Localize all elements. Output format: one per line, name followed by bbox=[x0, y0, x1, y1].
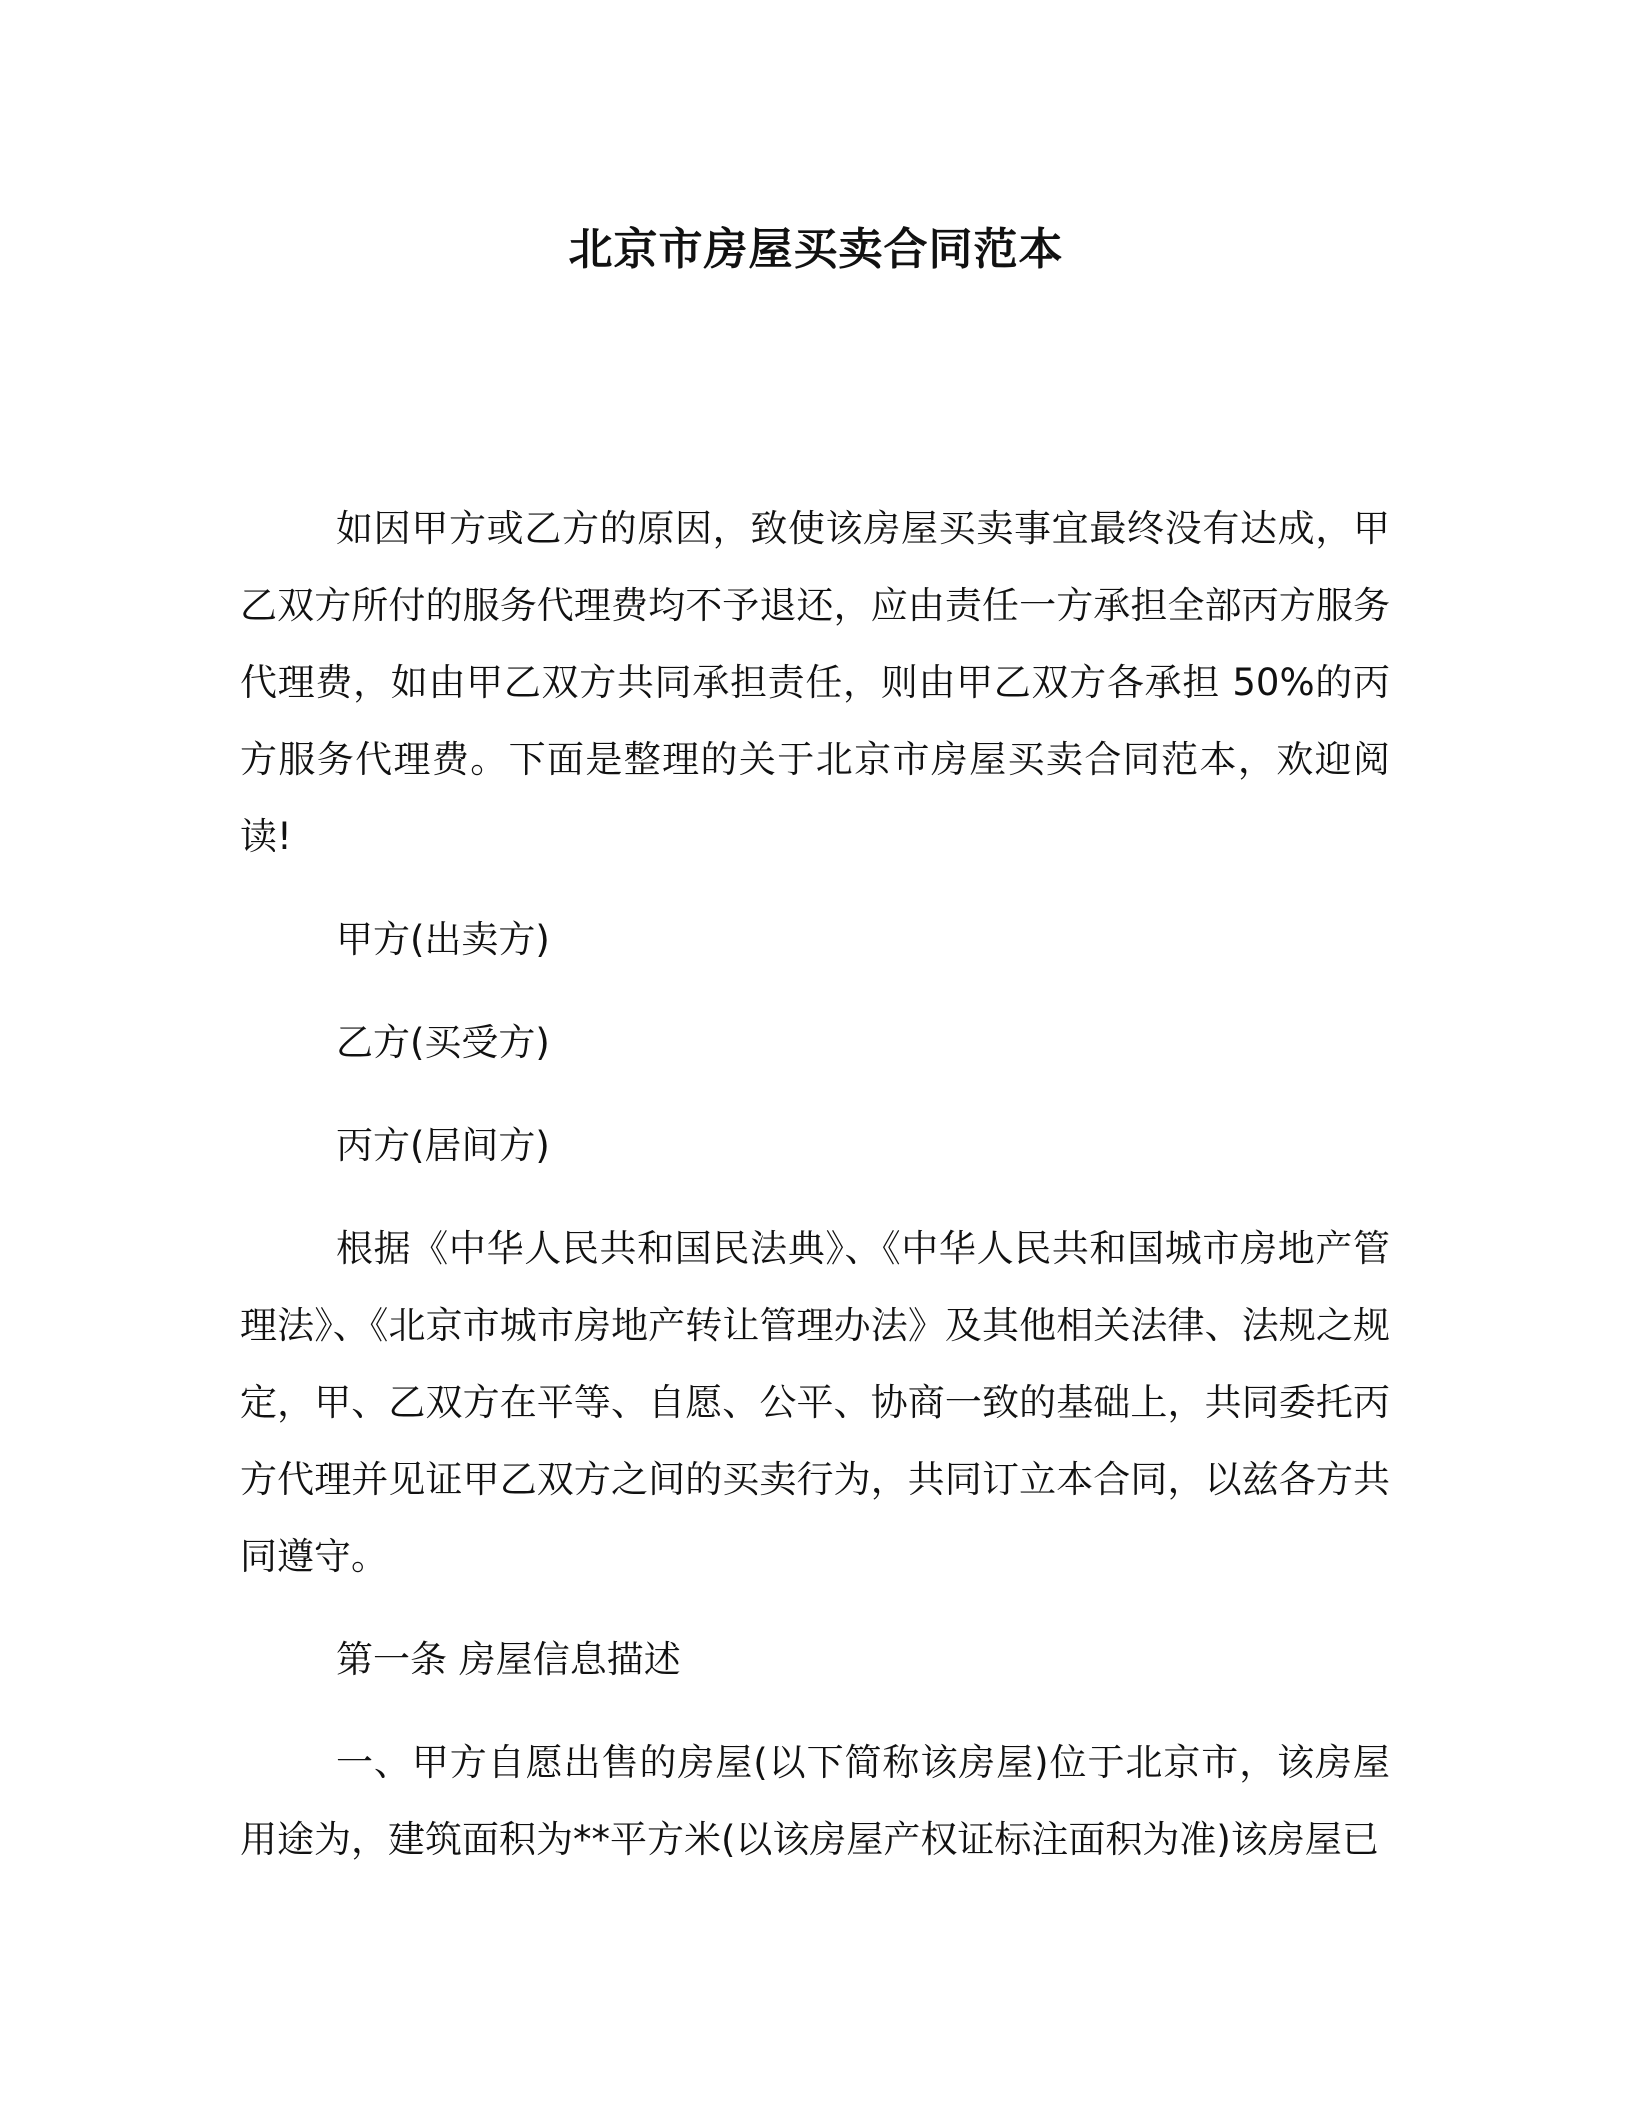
document-title: 北京市房屋买卖合同范本 bbox=[568, 224, 1064, 275]
party-b-line: 乙方(买受方) bbox=[336, 1021, 550, 1064]
intro-paragraph: 如因甲方或乙方的原因，致使该房屋买卖事宜最终没有达成，甲乙双方所付的服务代理费均不予退还，应由责任一方承担全部丙方服务代理费，如由甲乙双方共同承担责任，则由甲乙双方各承担 50%的丙方服务代理费。下面是整理的关于北京市房屋买卖合同范本，欢迎阅读! bbox=[240, 507, 1390, 858]
party-c-line: 丙方(居间方) bbox=[336, 1124, 550, 1167]
article-one-heading: 第一条 房屋信息描述 bbox=[336, 1638, 681, 1681]
document-body bbox=[240, 490, 1390, 1904]
legal-basis-paragraph: 根据《中华人民共和国民法典》、《中华人民共和国城市房地产管理法》、《北京市城市房地产转让管理办法》及其他相关法律、法规之规定，甲、乙双方在平等、自愿、公平、协商一致的基础上，共同委托丙方代理并见证甲乙双方之间的买卖行为，共同订立本合同，以兹各方共同遵守。 bbox=[240, 1227, 1390, 1578]
party-a-line: 甲方(出卖方) bbox=[336, 918, 550, 961]
article-one-clause-one: 一、甲方自愿出售的房屋(以下简称该房屋)位于北京市，该房屋用途为，建筑面积为**平方米(以该房屋产权证标注面积为准)该房屋已 bbox=[240, 1741, 1390, 1861]
